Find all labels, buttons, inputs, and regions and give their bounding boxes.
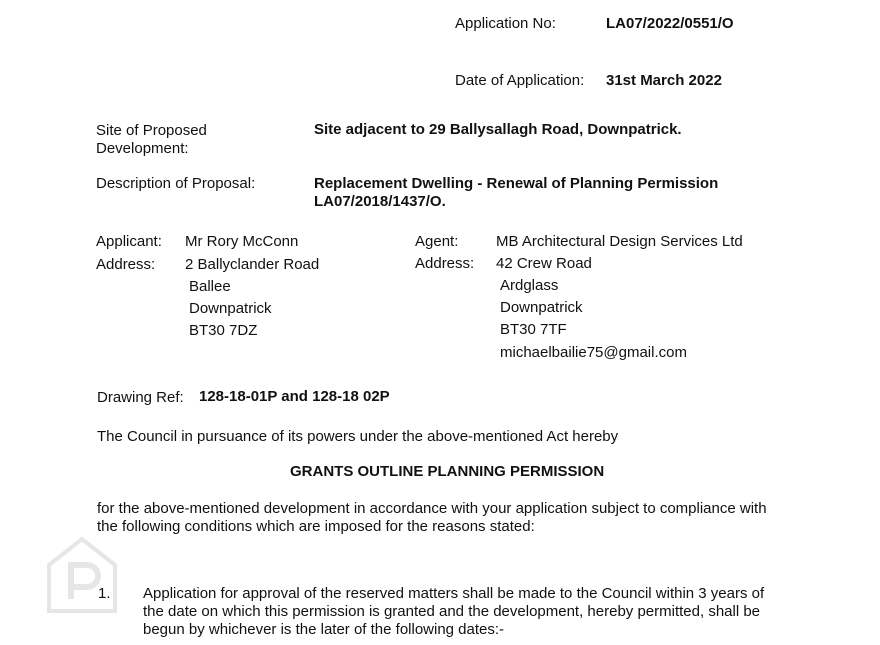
paragraph-line: for the above-mentioned development in accordance with your application subject to compliance with xyxy=(97,500,767,517)
agent-address-label: Address: xyxy=(415,255,475,272)
condition-line: Application for approval of the reserved matters shall be made to the Council within 3 years of xyxy=(143,585,765,602)
application-date-label: Date of Application: xyxy=(455,72,585,89)
applicant-name: Mr Rory McConn xyxy=(185,233,299,250)
applicant-label: Applicant: xyxy=(96,233,162,250)
applicant-address-line: Downpatrick xyxy=(189,300,272,317)
applicant-address-line: Ballee xyxy=(189,278,231,295)
applicant-address-line: 2 Ballyclander Road xyxy=(185,256,320,273)
agent-email: michaelbailie75@gmail.com xyxy=(500,344,687,361)
site-label-line2: Development: xyxy=(96,140,189,157)
intro-text: The Council in pursuance of its powers under the above-mentioned Act hereby xyxy=(97,428,619,445)
proposal-label: Description of Proposal: xyxy=(96,175,256,192)
proposal-value-line2: LA07/2018/1437/O. xyxy=(314,193,446,210)
site-label-line1: Site of Proposed xyxy=(96,122,207,139)
agent-name: MB Architectural Design Services Ltd xyxy=(496,233,743,250)
condition-line: begun by whichever is the later of the following dates:- xyxy=(143,621,505,638)
agent-address-line: Ardglass xyxy=(500,277,559,294)
applicant-address-label: Address: xyxy=(96,256,156,273)
site-value: Site adjacent to 29 Ballysallagh Road, Downpatrick. xyxy=(314,121,682,138)
application-date-value: 31st March 2022 xyxy=(606,72,722,89)
proposal-value-line1: Replacement Dwelling - Renewal of Planning Permission xyxy=(314,175,719,192)
drawing-ref-value: 128-18-01P and 128-18 02P xyxy=(199,388,390,405)
agent-address-line: 42 Crew Road xyxy=(496,255,592,272)
agent-address-line: Downpatrick xyxy=(500,299,583,316)
watermark-logo-icon xyxy=(43,535,121,615)
drawing-ref-label: Drawing Ref: xyxy=(97,389,184,406)
application-number-value: LA07/2022/0551/O xyxy=(606,15,734,32)
application-number-label: Application No: xyxy=(455,15,556,32)
agent-address-line: BT30 7TF xyxy=(500,321,567,338)
agent-label: Agent: xyxy=(415,233,459,250)
decision-heading: GRANTS OUTLINE PLANNING PERMISSION xyxy=(290,463,605,480)
condition-number: 1. xyxy=(98,585,111,602)
applicant-address-line: BT30 7DZ xyxy=(189,322,258,339)
condition-line: the date on which this permission is granted and the development, hereby permitted, shall be xyxy=(143,603,761,620)
paragraph-line: the following conditions which are imposed for the reasons stated: xyxy=(97,518,535,535)
